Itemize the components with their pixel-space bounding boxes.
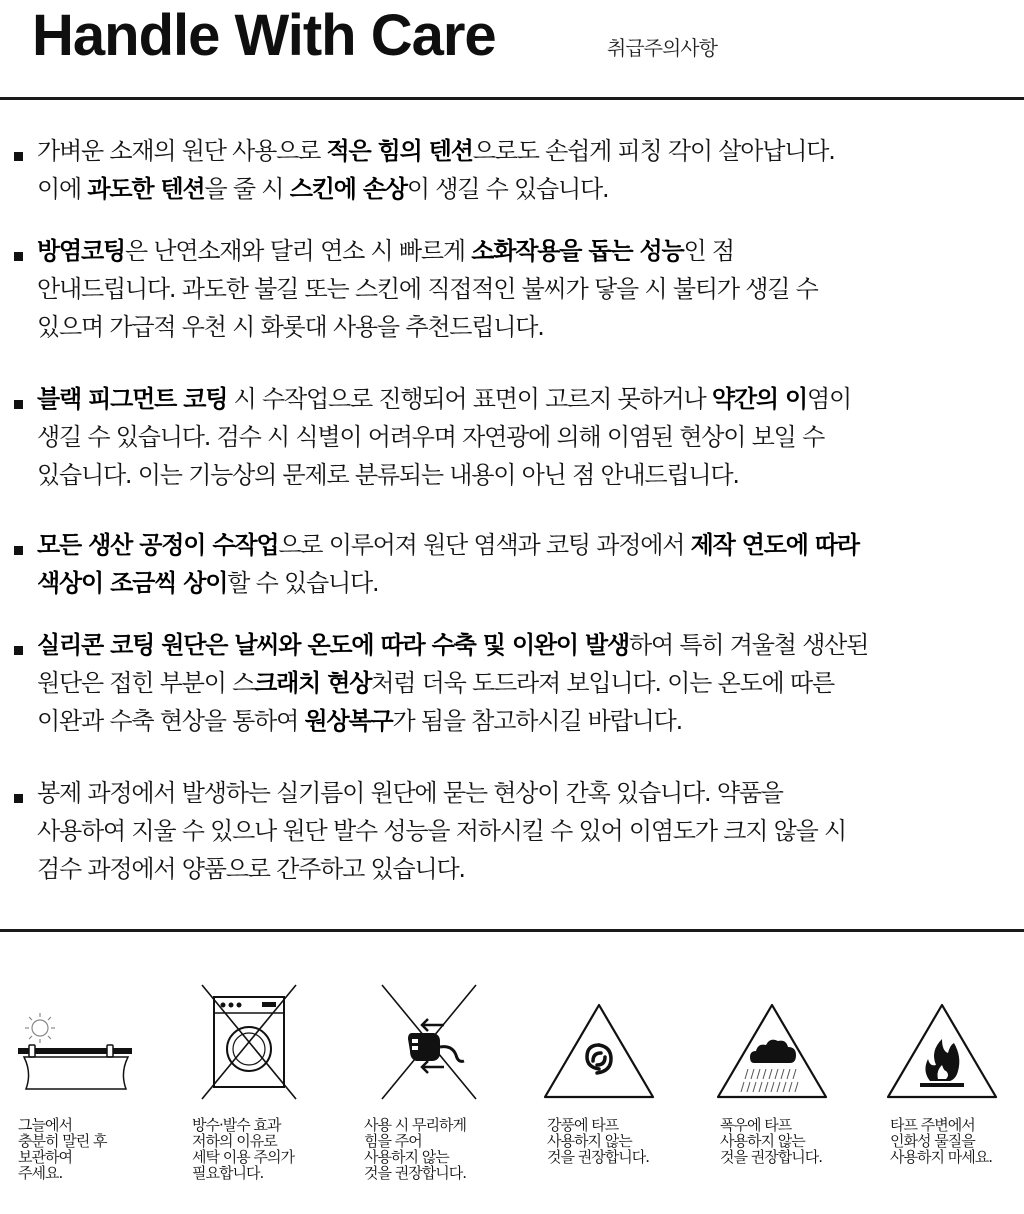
body-text: 사용하여 지울 수 있으나 원단 발수 성능을 저하시킬 수 있어 이염도가 크지 않을 시 xyxy=(37,817,847,845)
bullet-square-icon xyxy=(14,400,23,409)
body-text: 검수 과정에서 양품으로 간주하고 있습니다. xyxy=(37,855,465,883)
icon-cell xyxy=(180,975,340,1205)
icon-cell xyxy=(10,975,170,1205)
flammable-warning-icon xyxy=(880,975,1024,1115)
care-note-text xyxy=(37,380,1002,494)
emphasis-text: 크래치 현상 xyxy=(254,669,372,697)
body-text: 할 수 있습니다. xyxy=(227,569,379,597)
care-note-line xyxy=(37,564,1002,602)
body-text: 있으며 가급적 우천 시 화롯대 사용을 추천드립니다. xyxy=(37,313,544,341)
icon-cell xyxy=(352,975,512,1205)
icon-caption: 그늘에서 충분히 말린 후 보관하여 주세요. xyxy=(18,1116,107,1182)
icon-caption: 강풍에 타프 사용하지 않는 것을 권장합니다. xyxy=(547,1116,649,1166)
care-note-line xyxy=(37,132,1002,170)
drying-line-sun-icon xyxy=(10,975,170,1115)
body-text: 은 난연소재와 달리 연소 시 빠르게 xyxy=(124,237,472,265)
emphasis-text: 적은 힘의 텐션 xyxy=(326,137,473,165)
icon-caption: 방수·발수 효과 저하의 이유로 세탁 이용 주의가 필요합니다. xyxy=(192,1116,294,1182)
care-note-text xyxy=(37,232,1002,346)
care-note-text xyxy=(37,774,1002,888)
body-text: 으로도 손쉽게 피칭 각이 살아납니다. xyxy=(472,137,835,165)
bullet-square-icon xyxy=(14,794,23,803)
body-text: 이완과 수축 현상을 통하여 xyxy=(37,707,305,735)
icon-cell xyxy=(535,975,695,1205)
care-note-text xyxy=(37,132,1002,208)
body-text: 있습니다. 이는 기능상의 문제로 분류되는 내용이 아닌 점 안내드립니다. xyxy=(37,461,739,489)
bullet-square-icon xyxy=(14,152,23,161)
emphasis-text: 원상복구 xyxy=(304,707,393,735)
page-header xyxy=(0,0,1024,100)
icon-caption: 폭우에 타프 사용하지 않는 것을 권장합니다. xyxy=(720,1116,822,1166)
strong-wind-warning-icon xyxy=(535,975,695,1115)
care-note-line xyxy=(37,170,1002,208)
no-washing-machine-icon xyxy=(180,975,340,1115)
care-note-line xyxy=(37,456,1002,494)
care-note-line xyxy=(37,850,1002,888)
icon-caption: 사용 시 무리하게 힘을 주어 사용하지 않는 것을 권장합니다. xyxy=(364,1116,466,1182)
care-note-line xyxy=(37,702,1002,740)
body-text: 을 줄 시 xyxy=(204,175,290,203)
care-note-line xyxy=(37,526,1002,564)
page-title: Handle With Care xyxy=(32,3,496,68)
icon-caption: 타프 주변에서 인화성 물질을 사용하지 마세요. xyxy=(890,1116,992,1166)
care-note-line xyxy=(37,232,1002,270)
care-note-text xyxy=(37,626,1002,740)
body-text: 처럼 더욱 도드라져 보입니다. 이는 온도에 따른 xyxy=(371,669,834,697)
body-text: 이 생길 수 있습니다. xyxy=(406,175,609,203)
care-note-line xyxy=(37,380,1002,418)
body-text: 시 수작업으로 진행되어 표면이 고르지 못하거나 xyxy=(227,385,712,413)
emphasis-text: 색상이 조금씩 상이 xyxy=(37,569,228,597)
bullet-square-icon xyxy=(14,646,23,655)
page-subtitle: 취급주의사항 xyxy=(607,36,717,60)
body-text: 염이 xyxy=(806,385,851,413)
bullet-square-icon xyxy=(14,252,23,261)
top-divider xyxy=(0,97,1024,100)
care-icons-row xyxy=(0,975,1024,1205)
body-text: 가벼운 소재의 원단 사용으로 xyxy=(37,137,327,165)
care-note-line xyxy=(37,664,1002,702)
heavy-rain-warning-icon xyxy=(708,975,868,1115)
care-note-line xyxy=(37,308,1002,346)
body-text: 안내드립니다. 과도한 불길 또는 스킨에 직접적인 불씨가 닿을 시 불티가 생길 수 xyxy=(37,275,818,303)
body-text: 원단은 접힌 부분이 스 xyxy=(37,669,255,697)
emphasis-text: 제작 연도에 따라 xyxy=(690,531,859,559)
emphasis-text: 모든 생산 공정이 수작업 xyxy=(37,531,279,559)
emphasis-text: 방염코팅 xyxy=(37,237,125,265)
care-note-line xyxy=(37,270,1002,308)
icon-cell xyxy=(708,975,868,1205)
body-text: 가 됨을 참고하시길 바랍니다. xyxy=(392,707,683,735)
body-text: 이에 xyxy=(37,175,88,203)
emphasis-text: 실리콘 코팅 원단은 날씨와 온도에 따라 수축 및 이완이 발생 xyxy=(37,631,630,659)
body-text: 봉제 과정에서 발생하는 실기름이 원단에 묻는 현상이 간혹 있습니다. 약품을 xyxy=(37,779,783,807)
body-text: 생길 수 있습니다. 검수 시 식별이 어려우며 자연광에 의해 이염된 현상이 보일 수 xyxy=(37,423,825,451)
care-note-text xyxy=(37,526,1002,602)
body-text: 인 점 xyxy=(683,237,734,265)
body-text: 으로 이루어져 원단 염색과 코팅 과정에서 xyxy=(278,531,691,559)
emphasis-text: 소화작용을 돕는 성능 xyxy=(471,237,684,265)
icons-divider xyxy=(0,929,1024,932)
emphasis-text: 스킨에 손상 xyxy=(289,175,407,203)
no-pulling-force-icon xyxy=(352,975,512,1115)
care-note-line xyxy=(37,418,1002,456)
body-text: 하여 특히 겨울철 생산된 xyxy=(629,631,869,659)
care-note-line xyxy=(37,812,1002,850)
bullet-square-icon xyxy=(14,546,23,555)
care-note-line xyxy=(37,626,1002,664)
emphasis-text: 약간의 이 xyxy=(711,385,807,413)
care-note-line xyxy=(37,774,1002,812)
emphasis-text: 블랙 피그먼트 코팅 xyxy=(37,385,228,413)
emphasis-text: 과도한 텐션 xyxy=(87,175,205,203)
icon-cell xyxy=(880,975,1024,1205)
